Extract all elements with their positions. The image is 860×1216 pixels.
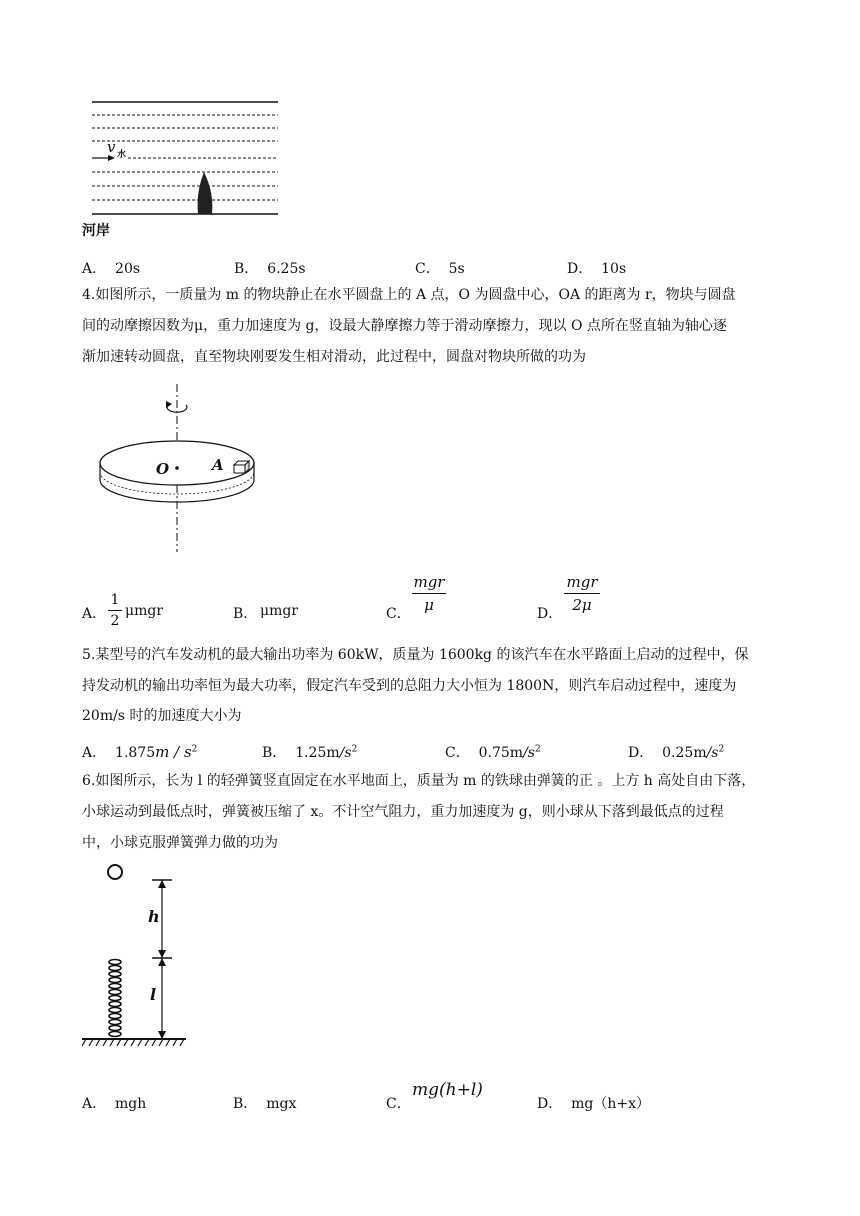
q6-stem-line-3: 中，小球克服弹簧弹力做的功为 <box>82 835 278 851</box>
q5-option-d[interactable]: D． $0.25m/s^2$ <box>628 744 725 761</box>
ball-shape <box>108 865 122 879</box>
q5-option-a[interactable]: A． $1.875m / s^2$ <box>82 743 198 761</box>
q6-stem-line-1: 6.如图所示，长为 l 的轻弹簧竖直固定在水平地面上，质量为 m 的铁球由弹簧的正 。上方 h 高处自由下落， <box>82 773 756 789</box>
river-figure <box>82 96 282 246</box>
q3-option-b[interactable]: B． 6.25s <box>234 261 306 277</box>
q5-stem-line-1: 5.某型号的汽车发动机的最大输出功率为 60kW，质量为 1600kg 的该汽车在水平路面上启动的过程中，保 <box>82 647 749 663</box>
water-velocity-subscript: 水 <box>117 150 127 160</box>
q5-option-c[interactable]: C． $0.75m/s^2$ <box>445 744 541 761</box>
q3-option-d[interactable]: D． 10s <box>567 261 627 277</box>
fraction-mgr-over-2mu: mgr 2μ <box>564 573 600 614</box>
q3-option-a[interactable]: A． 20s <box>82 261 141 277</box>
length-l-label: l <box>150 985 157 1004</box>
block-shape <box>234 461 249 473</box>
spring-shape <box>109 960 121 1037</box>
q6-option-d[interactable]: D． mg（h+x） <box>537 1096 651 1112</box>
q6-option-c[interactable]: C． <box>386 1096 411 1112</box>
fraction-one-half: 1 2 <box>108 592 122 629</box>
q4-stem-line-3: 渐加速转动圆盘，直至物块刚要发生相对滑动，此过程中，圆盘对物块所做的功为 <box>82 349 586 365</box>
spring-ball-figure <box>82 858 202 1058</box>
river-bank-label: 河岸 <box>82 223 110 239</box>
rotating-disk-figure <box>82 380 292 555</box>
point-a-label: A <box>212 456 224 474</box>
q6-option-a[interactable]: A． mgh <box>82 1096 147 1112</box>
q6-option-c-formula: mg(h+l) <box>412 1080 483 1100</box>
water-velocity-label: v <box>107 138 116 156</box>
q5-option-b[interactable]: B． $1.25m/s^2$ <box>262 744 358 761</box>
fraction-mgr-over-mu: mgr μ <box>413 573 445 614</box>
boat-shape <box>198 172 213 214</box>
q5-stem-line-3: 20m/s 时的加速度大小为 <box>82 708 242 724</box>
height-h-label: h <box>148 907 160 926</box>
q4-stem-line-2: 间的动摩擦因数为μ，重力加速度为 g，设最大静摩擦力等于滑动摩擦力，现以 O 点所在竖直轴为轴心逐 <box>82 318 727 334</box>
center-o-label: O <box>156 460 170 478</box>
q5-stem-line-2: 持发动机的输出功率恒为最大功率，假定汽车受到的总阻力大小恒为 1800N，则汽车启动过程中，速度为 <box>82 678 737 694</box>
q3-option-c[interactable]: C． 5s <box>415 261 465 277</box>
q4-stem-line-1: 4.如图所示，一质量为 m 的物块静止在水平圆盘上的 A 点，O 为圆盘中心，OA 的距离为 r，物块与圆盘 <box>82 287 736 303</box>
q6-stem-line-2: 小球运动到最低点时，弹簧被压缩了 x。不计空气阻力，重力加速度为 g，则小球从下落到最低点的过程 <box>82 804 724 820</box>
q6-option-b[interactable]: B． mgx <box>233 1096 297 1112</box>
